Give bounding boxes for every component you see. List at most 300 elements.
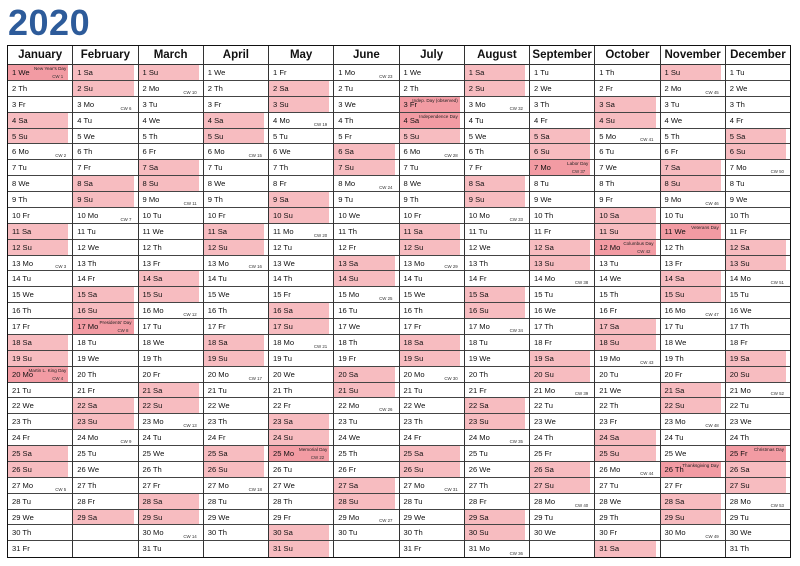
week-number: CW 36 (509, 551, 523, 557)
day-label: 1 Sa (77, 68, 93, 77)
day-label: 15 We (207, 290, 230, 300)
day-cell (595, 160, 659, 176)
day-cell (334, 398, 398, 414)
day-cell (400, 271, 464, 287)
day-label: 23 Th (12, 417, 32, 427)
week-number: CW 32 (509, 105, 523, 111)
day-cell (73, 462, 137, 478)
day-cell (334, 65, 398, 81)
day-cell (726, 240, 790, 256)
day-cell (465, 367, 529, 383)
month-header: March (139, 46, 203, 65)
day-label: 13 Mo (12, 258, 34, 268)
week-number: CW 23 (379, 73, 393, 79)
day-cell (73, 224, 137, 240)
day-label: 11 Su (599, 226, 619, 236)
day-label: 28 Sa (664, 496, 685, 506)
day-cell (8, 510, 72, 526)
day-cell (269, 113, 333, 129)
day-label: 6 Tu (599, 147, 615, 157)
holiday-name: Veterans Day (691, 224, 719, 230)
day-label: 13 Th (77, 258, 97, 268)
day-label: 3 We (338, 99, 356, 109)
day-label: 19 Fr (338, 353, 356, 363)
day-label: 8 Sa (468, 179, 485, 189)
day-label: 22 We (12, 401, 34, 411)
day-cell (269, 510, 333, 526)
day-cell (465, 541, 529, 557)
day-label: 8 Mo (338, 179, 356, 189)
day-cell (334, 541, 398, 557)
day-label: 9 Mo (664, 195, 682, 204)
day-cell (661, 430, 725, 446)
day-label: 26 Th (664, 464, 684, 474)
day-label: 16 Th (403, 306, 423, 316)
day-label: 14 Fr (468, 274, 487, 284)
day-label: 11 Sa (207, 226, 228, 236)
month-column (660, 46, 725, 557)
day-cell (465, 494, 529, 510)
week-number: CW 45 (705, 89, 719, 95)
day-label: 16 We (534, 306, 556, 316)
day-cell (334, 271, 398, 287)
day-cell (73, 65, 137, 81)
day-cell (139, 256, 203, 272)
day-cell (661, 351, 725, 367)
day-label: 25 Sa (12, 449, 32, 458)
holiday-name: Labor Day (567, 161, 589, 167)
day-label: 21 Tu (207, 385, 227, 395)
day-cell (465, 176, 529, 192)
day-cell (334, 446, 398, 462)
day-label: 2 Su (468, 83, 485, 93)
day-label: 12 Sa (729, 242, 750, 252)
day-cell (139, 541, 203, 557)
day-label: 5 Th (664, 131, 680, 141)
day-label: 30 Th (403, 528, 423, 538)
day-cell (400, 240, 464, 256)
day-label: 6 Mo (403, 147, 421, 157)
day-cell (400, 192, 464, 208)
day-label: 8 We (207, 179, 226, 189)
day-label: 13 Th (468, 258, 489, 268)
day-label: 26 Su (403, 464, 424, 474)
day-label: 17 Mo (468, 322, 490, 331)
day-cell (334, 256, 398, 272)
day-cell (465, 414, 529, 430)
day-cell (726, 160, 790, 176)
day-cell (530, 287, 594, 303)
day-cell (530, 351, 594, 367)
day-cell (465, 319, 529, 335)
day-label: 26 Mo (599, 464, 621, 474)
day-label: 16 Mo (142, 306, 164, 316)
day-cell (8, 478, 72, 494)
day-label: 3 Th (729, 99, 745, 109)
day-label: 14 Fr (77, 274, 95, 284)
day-label: 4 Sa (207, 115, 224, 125)
day-cell (334, 462, 398, 478)
day-label: 24 Th (534, 433, 554, 443)
week-number: CW 3 (55, 264, 67, 270)
month-header: August (465, 46, 529, 65)
day-label: 22 Tu (729, 401, 749, 411)
day-cell (139, 367, 203, 383)
day-cell (8, 271, 72, 287)
day-label: 28 Mo (729, 496, 751, 506)
day-label: 19 Tu (273, 353, 292, 363)
week-number: CW 29 (444, 264, 458, 270)
day-label: 12 Fr (338, 242, 356, 252)
day-cell (204, 351, 268, 367)
day-cell (73, 303, 137, 319)
day-label: 5 Su (12, 131, 28, 141)
day-label: 14 Mo (729, 274, 751, 284)
day-label: 21 We (599, 385, 622, 395)
holiday-name: New Year's Day (33, 66, 67, 71)
day-cell (269, 224, 333, 240)
day-label: 16 We (729, 306, 752, 316)
day-cell (595, 287, 659, 303)
day-label: 5 Th (142, 131, 158, 141)
day-label: 9 Sa (273, 195, 289, 204)
day-label: 14 Sa (664, 274, 685, 284)
day-label: 14 Tu (403, 274, 423, 284)
day-cell (334, 319, 398, 335)
day-label: 5 Mo (599, 131, 617, 141)
day-cell (530, 240, 594, 256)
day-label: 16 Mo (664, 306, 686, 316)
day-shading (530, 541, 590, 557)
day-cell (465, 192, 529, 208)
day-cell (726, 510, 790, 526)
day-cell (8, 160, 72, 176)
day-cell (530, 414, 594, 430)
day-label: 3 Mo (77, 99, 95, 109)
day-label: 7 Fr (468, 163, 483, 173)
day-label: 22 We (403, 401, 426, 411)
day-label: 7 We (599, 163, 617, 173)
day-cell (269, 335, 333, 351)
day-label: 14 We (599, 274, 622, 284)
day-cell (661, 398, 725, 414)
day-cell (726, 208, 790, 224)
day-label: 12 Su (403, 242, 424, 252)
day-cell (334, 144, 398, 160)
day-cell (8, 144, 72, 160)
day-cell (139, 287, 203, 303)
day-cell (400, 224, 464, 240)
day-cell (73, 541, 137, 557)
day-cell (8, 208, 72, 224)
day-cell (661, 256, 725, 272)
day-label: 8 Sa (77, 179, 93, 189)
week-number: CW 38 (574, 280, 589, 286)
day-label: 3 Mo (468, 99, 486, 109)
week-number: CW 5 (55, 486, 67, 492)
day-shading (73, 541, 133, 557)
day-label: 2 Th (403, 83, 419, 93)
day-cell (204, 446, 268, 462)
day-cell (465, 256, 529, 272)
day-cell (269, 144, 333, 160)
day-label: 18 Tu (77, 337, 97, 347)
day-cell (269, 430, 333, 446)
day-cell (204, 462, 268, 478)
day-cell (661, 383, 725, 399)
day-cell (661, 303, 725, 319)
day-cell (73, 525, 137, 541)
day-cell (139, 319, 203, 335)
day-cell (204, 335, 268, 351)
day-cell (334, 192, 398, 208)
day-cell (530, 65, 594, 81)
day-cell (530, 208, 594, 224)
day-label: 20 Fr (142, 369, 161, 379)
day-label: 30 Sa (273, 528, 293, 538)
holiday-name: Christmas Day (753, 447, 784, 452)
day-cell (269, 303, 333, 319)
day-cell (726, 271, 790, 287)
day-label: 10 Mo (77, 210, 99, 220)
day-label: 20 Sa (338, 369, 359, 379)
day-label: 26 Su (12, 464, 32, 474)
day-cell (269, 256, 333, 272)
day-cell (530, 398, 594, 414)
day-cell (400, 97, 464, 113)
day-cell (530, 319, 594, 335)
day-cell (269, 383, 333, 399)
day-label: 4 We (664, 115, 683, 125)
day-label: 15 Su (142, 290, 163, 300)
month-column (203, 46, 268, 557)
day-label: 12 We (468, 242, 491, 252)
day-label: 29 Fr (273, 512, 291, 522)
day-cell (595, 240, 659, 256)
day-label: 19 Su (403, 353, 424, 363)
day-label: 25 Fr (729, 449, 748, 458)
day-label: 27 Su (534, 480, 554, 490)
day-cell (139, 271, 203, 287)
day-label: 2 Mo (664, 83, 682, 93)
day-cell (139, 510, 203, 526)
day-label: 18 We (142, 337, 165, 347)
day-cell (204, 271, 268, 287)
day-cell (269, 319, 333, 335)
day-cell (334, 240, 398, 256)
day-cell (661, 240, 725, 256)
month-column (464, 46, 529, 557)
day-cell (73, 160, 137, 176)
day-cell (73, 271, 137, 287)
day-label: 12 Mo (599, 242, 621, 252)
month-header: November (661, 46, 725, 65)
week-number: CW 48 (705, 423, 719, 429)
day-cell (8, 129, 72, 145)
day-cell (661, 208, 725, 224)
day-label: 5 Su (207, 131, 224, 141)
week-number: CW 8 (117, 327, 129, 333)
day-label: 14 Mo (534, 274, 556, 284)
day-cell (595, 430, 659, 446)
week-number: CW 41 (640, 137, 654, 143)
day-label: 9 Su (77, 195, 93, 204)
day-cell (334, 494, 398, 510)
day-cell (595, 129, 659, 145)
day-cell (269, 398, 333, 414)
day-label: 23 Tu (338, 417, 358, 427)
day-cell (530, 97, 594, 113)
day-cell (139, 383, 203, 399)
day-cell (530, 335, 594, 351)
week-number: CW 35 (509, 439, 523, 444)
day-cell (139, 192, 203, 208)
day-cell (73, 240, 137, 256)
day-label: 3 Su (273, 99, 289, 109)
day-label: 27 Th (468, 480, 489, 490)
day-label: 23 Su (77, 417, 98, 427)
day-cell (726, 462, 790, 478)
holiday-name: Presidents' Day (99, 320, 132, 325)
day-cell (661, 462, 725, 478)
day-label: 10 Tu (142, 210, 162, 220)
day-label: 3 Fr (403, 99, 418, 109)
day-label: 8 Su (142, 179, 159, 189)
day-label: 10 Fr (207, 210, 226, 220)
day-cell (661, 113, 725, 129)
day-label: 18 Sa (403, 337, 424, 347)
day-label: 19 Th (142, 353, 162, 363)
day-label: 27 Sa (338, 480, 359, 490)
day-cell (595, 414, 659, 430)
day-cell (400, 208, 464, 224)
day-label: 12 We (77, 242, 100, 252)
day-cell (465, 398, 529, 414)
day-cell (400, 113, 464, 129)
day-label: 2 Th (12, 83, 28, 93)
day-cell (726, 192, 790, 208)
day-label: 15 We (403, 290, 426, 300)
day-label: 20 Fr (664, 369, 683, 379)
day-cell (595, 303, 659, 319)
week-number: CW 24 (379, 185, 393, 190)
day-cell (530, 383, 594, 399)
day-label: 13 Su (534, 258, 554, 268)
day-label: 28 Su (338, 496, 359, 506)
day-cell (595, 541, 659, 557)
day-cell (73, 144, 137, 160)
day-cell (465, 160, 529, 176)
day-label: 31 Fr (12, 544, 30, 554)
day-cell (73, 335, 137, 351)
day-cell (139, 462, 203, 478)
day-label: 20 Th (77, 369, 97, 379)
day-cell (465, 144, 529, 160)
day-cell (661, 414, 725, 430)
day-label: 22 Th (599, 401, 619, 411)
day-cell (595, 367, 659, 383)
holiday-name: Thanksgiving Day (682, 462, 719, 468)
week-number: CW 47 (705, 312, 719, 317)
day-cell (465, 271, 529, 287)
day-cell (204, 398, 268, 414)
day-cell (530, 462, 594, 478)
day-cell (334, 510, 398, 526)
day-label: 1 Th (599, 68, 615, 77)
day-cell (465, 462, 529, 478)
day-cell (661, 287, 725, 303)
day-label: 9 Tu (338, 195, 354, 204)
day-label: 17 Sa (599, 322, 620, 331)
day-label: 30 Th (12, 528, 32, 538)
day-label: 9 Th (207, 195, 223, 204)
day-label: 27 Mo (403, 480, 425, 490)
day-cell (726, 478, 790, 494)
day-label: 3 Sa (599, 99, 615, 109)
day-cell (204, 240, 268, 256)
day-label: 17 Th (534, 322, 554, 331)
day-label: 28 We (599, 496, 622, 506)
day-cell (726, 335, 790, 351)
day-cell (595, 383, 659, 399)
month-column (138, 46, 203, 557)
day-cell (269, 240, 333, 256)
day-cell (661, 510, 725, 526)
day-label: 13 Fr (664, 258, 683, 268)
day-label: 26 Th (142, 464, 162, 474)
day-cell (400, 383, 464, 399)
day-label: 30 Mo (142, 528, 164, 538)
day-cell (465, 525, 529, 541)
day-label: 18 Sa (12, 337, 32, 347)
day-cell (139, 129, 203, 145)
day-label: 31 Fr (403, 544, 422, 554)
week-number: CW 31 (444, 486, 458, 492)
day-label: 1 Su (664, 68, 681, 77)
day-cell (204, 525, 268, 541)
day-cell (334, 224, 398, 240)
day-cell (73, 510, 137, 526)
day-label: 30 Mo (664, 528, 686, 538)
day-label: 7 Th (273, 163, 289, 173)
month-column (529, 46, 594, 557)
day-label: 21 Su (338, 385, 359, 395)
day-cell (139, 160, 203, 176)
day-label: 27 Mo (207, 480, 229, 490)
day-cell (726, 494, 790, 510)
day-label: 15 Mo (338, 290, 360, 300)
week-number: CW 6 (120, 105, 132, 111)
day-label: 24 Tu (664, 433, 684, 443)
week-number: CW 10 (183, 89, 197, 95)
week-number: CW 16 (248, 264, 262, 270)
day-cell (465, 208, 529, 224)
day-cell (465, 287, 529, 303)
day-cell (595, 351, 659, 367)
day-cell (269, 462, 333, 478)
day-label: 11 Sa (12, 226, 32, 236)
week-number: CW 26 (379, 407, 393, 413)
day-label: 30 Fr (599, 528, 617, 538)
day-label: 23 Mo (142, 417, 164, 427)
day-cell (726, 351, 790, 367)
day-cell (400, 462, 464, 478)
week-number: CW 50 (770, 169, 784, 175)
day-cell (73, 97, 137, 113)
day-label: 24 Sa (599, 433, 620, 443)
day-cell (595, 144, 659, 160)
day-cell (139, 176, 203, 192)
